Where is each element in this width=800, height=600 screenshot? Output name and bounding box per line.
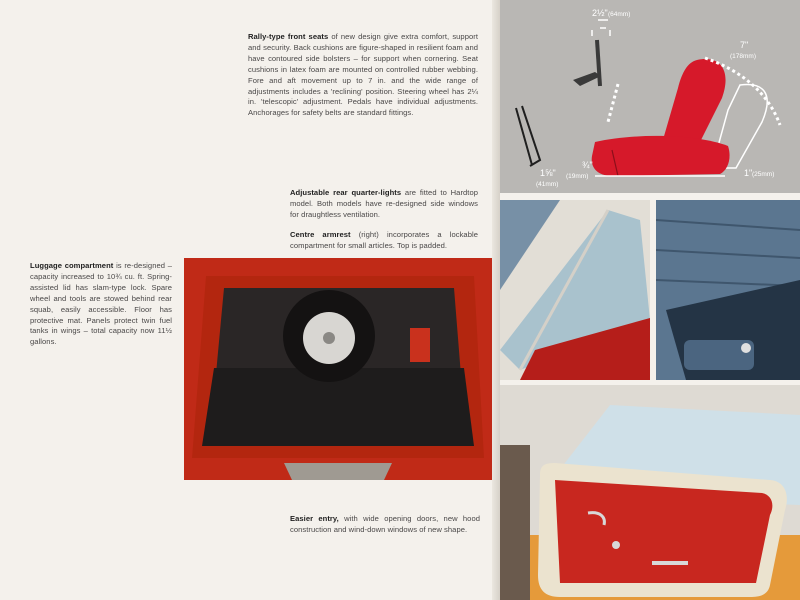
luggage-paragraph bbox=[30, 261, 172, 348]
boot-latch bbox=[284, 463, 392, 480]
seat-cushion bbox=[592, 136, 730, 176]
luggage-lead: Luggage compartment bbox=[30, 261, 114, 270]
luggage-body: is re-designed – capacity increased to 10¾ cu. ft. Spring-assisted lid has slam-type lock. Spare wheel and tools are stowed behind rear squab, easily accessible. Floor has protective mat. Panels protect twin fuel tanks in wings – total capacity now 11½ gallons. bbox=[30, 261, 172, 347]
pedal bbox=[516, 106, 540, 166]
steering-column bbox=[597, 40, 600, 86]
seats-lead: Rally-type front seats bbox=[248, 32, 329, 41]
armrest-lead: Centre armrest bbox=[290, 230, 351, 239]
cushion-mm: (19mm) bbox=[566, 173, 589, 180]
entry-lead: Easier entry, bbox=[290, 514, 339, 523]
page-spine bbox=[492, 0, 500, 600]
rise-mm: (25mm) bbox=[752, 171, 775, 178]
easier-entry-photo bbox=[500, 385, 800, 600]
seats-paragraph bbox=[248, 32, 478, 119]
armrest-photo-svg bbox=[656, 200, 800, 380]
pedal-inches: 1⅝" bbox=[540, 168, 556, 178]
telescopic-mm: (64mm) bbox=[608, 11, 631, 18]
fore-aft-mm: (178mm) bbox=[730, 53, 757, 60]
quarter-lights-lead: Adjustable rear quarter-lights bbox=[290, 188, 402, 197]
window-winder bbox=[612, 541, 620, 549]
armrest-photo bbox=[656, 200, 800, 380]
seats-body: of new design give extra comfort, support and security. Back cushions are figure-shaped in resilient foam and have contoured side bolsters – for support when cornering. Seat cushions in latex foam are mounted on controlled rubber webbing. Fore and aft movement up to 7 in. and the wide range of adjustments includes a 'reclining' position. Steering wheel has 2¼ in. 'telescopic' adjustment. Pedals have individual adjustments. Anchorages for safety belts are standard fittings. bbox=[248, 32, 478, 118]
seat-diagram-svg bbox=[500, 0, 800, 193]
armrest-body: (right) incorporates a lockable compartment for small articles. Top is padded. bbox=[290, 230, 478, 250]
pedal-mm: (41mm) bbox=[536, 181, 559, 188]
door-trim-panel bbox=[555, 480, 772, 583]
telescopic-ticks bbox=[592, 30, 610, 36]
tank-panel bbox=[410, 328, 430, 362]
armrest-lock bbox=[741, 343, 751, 353]
luggage-photo-svg bbox=[184, 258, 492, 480]
entry-body: with wide opening doors, new hood construction and wind-down windows of new shape. bbox=[290, 514, 480, 534]
quarter-lights-body: are fitted to Hardtop model. Both models have re-designed side windows for draughtless ventilation. bbox=[290, 188, 479, 219]
fore-aft-inches: 7" bbox=[740, 40, 749, 50]
car-interior-edge bbox=[500, 445, 530, 600]
steering-wheel bbox=[573, 72, 601, 86]
telescopic-arrow bbox=[608, 84, 618, 122]
door-photo-svg bbox=[500, 385, 800, 600]
hub-centre bbox=[323, 332, 335, 344]
quarter-lights-paragraph bbox=[290, 188, 478, 221]
cushion-inches: ¾" bbox=[582, 160, 593, 170]
luggage-compartment-photo bbox=[184, 258, 492, 480]
seat-adjustment-diagram bbox=[500, 0, 800, 193]
telescopic-marker bbox=[598, 20, 608, 28]
telescopic-inches: 2½" bbox=[592, 8, 608, 18]
entry-paragraph bbox=[290, 514, 480, 536]
armrest-paragraph bbox=[290, 230, 478, 252]
quarter-photo-svg bbox=[500, 200, 650, 380]
quarter-light-photo bbox=[500, 200, 650, 380]
rise-inches: 1" bbox=[744, 168, 753, 178]
